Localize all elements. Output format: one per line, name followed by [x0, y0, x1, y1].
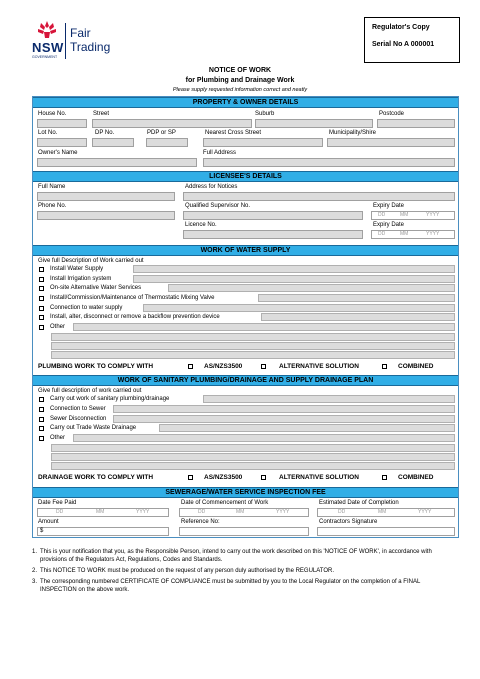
municipality-label: Municipality/Shire: [329, 130, 377, 136]
qualified-supervisor-field[interactable]: [183, 211, 363, 220]
water-option-checkbox[interactable]: [39, 277, 44, 282]
sanitary-option-label: Carry out Trade Waste Drainage: [50, 425, 137, 431]
as-nzs3500-checkbox[interactable]: [188, 475, 193, 480]
sanitary-option-checkbox[interactable]: [39, 417, 44, 422]
mm-placeholder: MM: [236, 509, 245, 515]
sanitary-option-checkbox[interactable]: [39, 407, 44, 412]
phone-no-label: Phone No.: [38, 203, 67, 209]
water-desc-line[interactable]: [133, 265, 455, 273]
address-notices-label: Address for Notices: [185, 184, 238, 190]
contractor-signature-label: Contractors Signature: [319, 519, 378, 525]
owner-name-label: Owner's Name: [38, 150, 78, 156]
yyyy-placeholder: YYYY: [426, 231, 440, 237]
water-desc-line[interactable]: [168, 284, 455, 292]
phone-no-field[interactable]: [37, 211, 175, 220]
water-option-checkbox[interactable]: [39, 306, 44, 311]
reference-label: Reference No:: [181, 519, 220, 525]
mm-placeholder: MM: [96, 509, 105, 515]
form-subtitle: for Plumbing and Drainage Work: [185, 77, 295, 84]
regulator-copy-label: Regulator's Copy: [372, 24, 430, 31]
water-option-checkbox[interactable]: [39, 296, 44, 301]
water-desc-line[interactable]: [258, 294, 455, 302]
dollar-sign: $: [40, 528, 44, 534]
mm-placeholder: MM: [400, 212, 409, 218]
form-title: NOTICE OF WORK: [208, 67, 272, 74]
alternative-solution-checkbox[interactable]: [261, 475, 266, 480]
owner-name-field[interactable]: [37, 158, 197, 167]
yyyy-placeholder: YYYY: [426, 212, 440, 218]
water-option-label: Install/Commission/Maintenance of Thermostatic Mixing Valve: [50, 295, 215, 301]
water-desc-line[interactable]: [73, 323, 455, 331]
plumbing-comply-label: PLUMBING WORK TO COMPLY WITH: [38, 363, 154, 370]
sanitary-option-checkbox[interactable]: [39, 436, 44, 441]
lot-no-field[interactable]: [37, 138, 87, 147]
street-label: Street: [93, 111, 110, 117]
address-notices-field[interactable]: [183, 192, 455, 201]
date-commencement-label: Date of Commencement of Work: [181, 500, 269, 506]
fair-wordmark: Fair: [70, 26, 91, 40]
lot-no-label: Lot No.: [38, 130, 58, 136]
form-title-block: [120, 66, 360, 94]
full-address-field[interactable]: [203, 158, 455, 167]
water-desc-line[interactable]: [51, 333, 455, 341]
water-option-checkbox[interactable]: [39, 315, 44, 320]
sanitary-desc-line[interactable]: [51, 444, 455, 452]
sanitary-desc-line[interactable]: [51, 462, 455, 470]
est-completion-label: Estimated Date of Completion: [319, 500, 399, 506]
pdp-sp-field[interactable]: [146, 138, 188, 147]
sanitary-option-label: Other: [50, 435, 66, 441]
full-address-label: Full Address: [203, 150, 237, 156]
water-option-label: Connection to water supply: [50, 305, 123, 311]
dp-no-field[interactable]: [92, 138, 134, 147]
sanitary-desc-line[interactable]: [51, 453, 455, 461]
licence-no-field[interactable]: [183, 230, 363, 239]
nsw-fair-trading-logo: [32, 20, 122, 65]
sanitary-option-label: Sewer Disconnection: [50, 416, 107, 422]
water-option-label: Install Irrigation system: [50, 276, 112, 282]
note-text: The corresponding numbered CERTIFICATE OF COMPLIANCE must be submitted by you to the Local Regulator on the completion of a FINAL INSPECTION on the above work.: [40, 579, 421, 593]
house-no-field[interactable]: [37, 119, 87, 128]
as-nzs3500-checkbox[interactable]: [188, 364, 193, 369]
date-fee-paid-label: Date Fee Paid: [38, 500, 77, 506]
sanitary-option-label: Carry out work of sanitary plumbing/drainage: [50, 396, 170, 402]
alternative-solution-label: ALTERNATIVE SOLUTION: [279, 474, 359, 481]
sanitary-instruction: Give full description of work carried out: [38, 388, 142, 394]
water-section-header: WORK OF WATER SUPPLY: [33, 245, 458, 256]
alternative-solution-label: ALTERNATIVE SOLUTION: [279, 363, 359, 370]
as-nzs3500-label: AS/NZS3500: [204, 474, 243, 481]
dd-placeholder: DD: [378, 231, 386, 237]
water-option-checkbox[interactable]: [39, 267, 44, 272]
water-option-label: Install, alter, disconnect or remove a backflow prevention device: [50, 314, 220, 320]
sanitary-option-checkbox[interactable]: [39, 397, 44, 402]
notes-list: [32, 548, 452, 597]
nearest-cross-street-label: Nearest Cross Street: [205, 130, 262, 136]
dd-placeholder: DD: [198, 509, 206, 515]
amount-field[interactable]: [37, 527, 169, 536]
dd-placeholder: DD: [338, 509, 346, 515]
water-desc-line[interactable]: [51, 342, 455, 350]
water-option-label: Install Water Supply: [50, 266, 104, 272]
date-commencement-field[interactable]: [179, 508, 309, 517]
suburb-label: Suburb: [255, 111, 275, 117]
note-item: [32, 567, 452, 575]
suburb-field[interactable]: [255, 119, 373, 128]
regulator-copy-box: [364, 17, 460, 63]
expiry-date-label-2: Expiry Date: [373, 222, 405, 228]
yyyy-placeholder: YYYY: [136, 509, 150, 515]
nsw-wordmark: NSW: [32, 40, 64, 55]
postcode-field[interactable]: [377, 119, 455, 128]
combined-label: COMBINED: [398, 363, 434, 370]
reference-field[interactable]: [179, 527, 309, 536]
licence-no-label: Licence No.: [185, 222, 217, 228]
water-option-label: On-site Alternative Water Services: [50, 285, 142, 291]
combined-checkbox[interactable]: [382, 475, 387, 480]
form-instruction: Please supply requested information correct and neatly: [172, 87, 308, 93]
licensee-section-header: LICENSEE'S DETAILS: [33, 171, 458, 182]
expiry-date-label-1: Expiry Date: [373, 203, 405, 209]
waratah-icon: [36, 20, 58, 40]
mm-placeholder: MM: [400, 231, 409, 237]
water-instruction: Give full Description of Work carried out: [38, 258, 144, 264]
sanitary-option-checkbox[interactable]: [39, 426, 44, 431]
house-no-label: House No.: [38, 111, 67, 117]
municipality-field[interactable]: [327, 138, 455, 147]
postcode-label: Postcode: [379, 111, 405, 117]
note-number: 1.: [32, 549, 38, 555]
note-text: This NOTICE TO WORK must be produced on the request of any person duly authorised by the REGULATOR.: [40, 568, 335, 574]
qualified-supervisor-label: Qualified Supervisor No.: [185, 203, 251, 209]
alternative-solution-checkbox[interactable]: [261, 364, 266, 369]
street-field[interactable]: [92, 119, 252, 128]
sanitary-option-label: Connection to Sewer: [50, 406, 106, 412]
combined-checkbox[interactable]: [382, 364, 387, 369]
sanitary-desc-line[interactable]: [203, 395, 455, 403]
pdp-sp-label: PDP or SP: [147, 130, 176, 136]
sanitary-desc-line[interactable]: [113, 415, 455, 423]
drainage-comply-label: DRAINAGE WORK TO COMPLY WITH: [38, 474, 154, 481]
date-fee-paid-field[interactable]: [37, 508, 169, 517]
sanitary-desc-line[interactable]: [159, 424, 455, 432]
est-completion-field[interactable]: [317, 508, 455, 517]
water-desc-line[interactable]: [261, 313, 455, 321]
serial-number: Serial No A 000001: [372, 41, 435, 48]
government-wordmark: GOVERNMENT: [32, 55, 58, 59]
property-section-header: PROPERTY & OWNER DETAILS: [33, 97, 458, 108]
sanitary-section-header: WORK OF SANITARY PLUMBING/DRAINAGE AND SUPPLY DRAINAGE PLAN: [33, 375, 458, 386]
sanitary-desc-line[interactable]: [73, 434, 455, 442]
full-name-field[interactable]: [37, 192, 175, 201]
dd-placeholder: DD: [56, 509, 64, 515]
mm-placeholder: MM: [378, 509, 387, 515]
expiry-date-field-2[interactable]: [371, 230, 455, 239]
dd-placeholder: DD: [378, 212, 386, 218]
note-text: This is your notification that you, as the Responsible Person, intend to carry out the work described on this 'NOTICE OF WORK', in accordance with provisions of the Regulators Act, Regulations, Codes and Standards.: [40, 549, 432, 563]
note-number: 2.: [32, 568, 38, 574]
trading-wordmark: Trading: [70, 40, 111, 54]
sanitary-desc-line[interactable]: [113, 405, 455, 413]
yyyy-placeholder: YYYY: [418, 509, 432, 515]
water-option-checkbox[interactable]: [39, 286, 44, 291]
amount-label: Amount: [38, 519, 59, 525]
water-desc-line[interactable]: [143, 304, 455, 312]
as-nzs3500-label: AS/NZS3500: [204, 363, 243, 370]
water-option-checkbox[interactable]: [39, 325, 44, 330]
combined-label: COMBINED: [398, 474, 434, 481]
note-item: [32, 578, 452, 594]
note-number: 3.: [32, 579, 38, 585]
yyyy-placeholder: YYYY: [276, 509, 290, 515]
logo-divider: [65, 23, 66, 59]
water-desc-line[interactable]: [51, 351, 455, 359]
nearest-cross-street-field[interactable]: [203, 138, 323, 147]
form-frame: [32, 96, 459, 538]
water-desc-line[interactable]: [133, 275, 455, 283]
full-name-label: Full Name: [38, 184, 66, 190]
note-item: [32, 548, 452, 564]
dp-no-label: DP No.: [95, 130, 115, 136]
fee-section-header: SEWERAGE/WATER SERVICE INSPECTION FEE: [33, 487, 458, 498]
contractor-signature-field[interactable]: [317, 527, 455, 536]
expiry-date-field-1[interactable]: [371, 211, 455, 220]
water-option-label: Other: [50, 324, 66, 330]
